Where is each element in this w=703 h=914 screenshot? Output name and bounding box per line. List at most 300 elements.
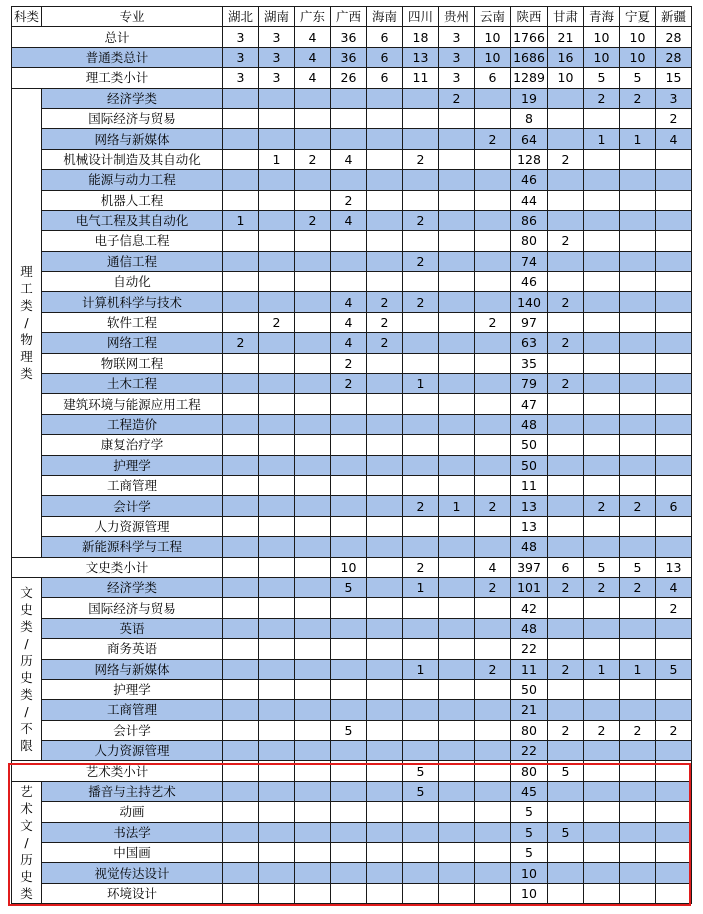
value-cell: 1766 [511, 27, 548, 47]
value-cell [367, 108, 403, 128]
category-char: 历 [20, 653, 33, 669]
value-cell [548, 435, 584, 455]
value-cell [295, 272, 331, 292]
value-cell [403, 170, 439, 190]
value-cell [620, 741, 656, 761]
value-cell [620, 475, 656, 495]
value-cell [367, 88, 403, 108]
value-cell [295, 741, 331, 761]
header-province: 陕西 [511, 7, 548, 27]
major-row [12, 475, 692, 495]
value-cell [656, 618, 692, 638]
value-cell [295, 435, 331, 455]
value-cell [259, 435, 295, 455]
value-cell: 4 [475, 557, 511, 577]
value-cell [403, 639, 439, 659]
value-cell: 46 [511, 170, 548, 190]
value-cell [403, 333, 439, 353]
value-cell [548, 210, 584, 230]
value-cell [475, 353, 511, 373]
value-cell [584, 394, 620, 414]
value-cell [259, 883, 295, 903]
value-cell [331, 822, 367, 842]
value-cell: 45 [511, 781, 548, 801]
value-cell [223, 516, 259, 536]
value-cell [223, 190, 259, 210]
value-cell [295, 618, 331, 638]
major-row [12, 435, 692, 455]
value-cell [223, 741, 259, 761]
category-char: 类 [20, 687, 33, 703]
value-cell [259, 802, 295, 822]
major-row [12, 639, 692, 659]
value-cell [223, 88, 259, 108]
value-cell: 3 [223, 47, 259, 67]
value-cell [223, 720, 259, 740]
value-cell [259, 496, 295, 516]
value-cell: 5 [620, 68, 656, 88]
value-cell: 47 [511, 394, 548, 414]
value-cell [223, 843, 259, 863]
value-cell: 2 [548, 577, 584, 597]
value-cell [475, 292, 511, 312]
value-cell [439, 537, 475, 557]
value-cell [475, 475, 511, 495]
value-cell [367, 883, 403, 903]
major-row [12, 455, 692, 475]
value-cell [403, 190, 439, 210]
value-cell: 13 [511, 516, 548, 536]
value-cell [548, 272, 584, 292]
value-cell: 5 [584, 68, 620, 88]
value-cell [439, 435, 475, 455]
value-cell [367, 435, 403, 455]
major-row [12, 149, 692, 169]
value-cell: 2 [584, 88, 620, 108]
value-cell [295, 761, 331, 781]
value-cell: 1 [403, 577, 439, 597]
value-cell: 140 [511, 292, 548, 312]
total-row-label: 总计 [12, 27, 223, 47]
value-cell [295, 639, 331, 659]
value-cell [656, 231, 692, 251]
value-cell [584, 741, 620, 761]
value-cell: 80 [511, 720, 548, 740]
major-name: 工程造价 [42, 414, 223, 434]
major-name: 机器人工程 [42, 190, 223, 210]
category-cell [12, 88, 42, 557]
value-cell [475, 272, 511, 292]
value-cell: 5 [331, 720, 367, 740]
value-cell [548, 883, 584, 903]
value-cell [475, 598, 511, 618]
value-cell [295, 190, 331, 210]
major-row [12, 863, 692, 883]
value-cell: 80 [511, 231, 548, 251]
value-cell [656, 251, 692, 271]
value-cell: 16 [548, 47, 584, 67]
value-cell [223, 679, 259, 699]
value-cell: 5 [548, 822, 584, 842]
value-cell [403, 741, 439, 761]
value-cell [403, 129, 439, 149]
value-cell [295, 496, 331, 516]
value-cell [548, 108, 584, 128]
value-cell [656, 537, 692, 557]
value-cell [439, 129, 475, 149]
major-name: 环境设计 [42, 883, 223, 903]
value-cell [548, 129, 584, 149]
value-cell [331, 88, 367, 108]
value-cell [620, 190, 656, 210]
value-cell [548, 312, 584, 332]
category-char: 史 [20, 670, 33, 686]
value-cell [259, 292, 295, 312]
value-cell [331, 781, 367, 801]
value-cell: 2 [475, 496, 511, 516]
value-cell [475, 537, 511, 557]
category-char: 类 [20, 366, 33, 382]
value-cell [403, 720, 439, 740]
value-cell [475, 618, 511, 638]
value-cell [439, 210, 475, 230]
value-cell [331, 108, 367, 128]
value-cell: 6 [367, 27, 403, 47]
value-cell [584, 251, 620, 271]
value-cell [548, 475, 584, 495]
major-row [12, 394, 692, 414]
value-cell [367, 700, 403, 720]
value-cell [620, 435, 656, 455]
value-cell [584, 149, 620, 169]
value-cell: 2 [548, 292, 584, 312]
header-major: 专业 [42, 7, 223, 27]
value-cell [656, 435, 692, 455]
value-cell [475, 394, 511, 414]
value-cell [295, 394, 331, 414]
value-cell [295, 516, 331, 536]
value-cell [584, 883, 620, 903]
value-cell [584, 333, 620, 353]
value-cell [439, 455, 475, 475]
value-cell [367, 394, 403, 414]
value-cell [223, 455, 259, 475]
value-cell [656, 292, 692, 312]
value-cell: 11 [511, 475, 548, 495]
value-cell: 5 [656, 659, 692, 679]
value-cell [295, 414, 331, 434]
value-cell [620, 883, 656, 903]
value-cell [259, 659, 295, 679]
header-province: 广西 [331, 7, 367, 27]
major-row [12, 414, 692, 434]
value-cell [331, 394, 367, 414]
value-cell [259, 353, 295, 373]
value-cell [548, 516, 584, 536]
value-cell [439, 883, 475, 903]
value-cell [259, 557, 295, 577]
header-province: 海南 [367, 7, 403, 27]
value-cell [223, 435, 259, 455]
value-cell [620, 374, 656, 394]
value-cell [403, 883, 439, 903]
value-cell: 2 [403, 557, 439, 577]
value-cell [367, 149, 403, 169]
value-cell: 2 [620, 720, 656, 740]
value-cell: 2 [295, 210, 331, 230]
value-cell: 26 [331, 68, 367, 88]
value-cell [223, 496, 259, 516]
major-name: 物联网工程 [42, 353, 223, 373]
value-cell [259, 414, 295, 434]
value-cell [620, 312, 656, 332]
value-cell [331, 802, 367, 822]
value-cell: 5 [403, 781, 439, 801]
category-char: 类 [20, 298, 33, 314]
value-cell [548, 863, 584, 883]
value-cell: 2 [367, 292, 403, 312]
value-cell [223, 272, 259, 292]
value-cell [620, 231, 656, 251]
value-cell [223, 231, 259, 251]
value-cell [331, 639, 367, 659]
value-cell [439, 251, 475, 271]
value-cell [620, 394, 656, 414]
value-cell: 8 [511, 108, 548, 128]
value-cell [475, 108, 511, 128]
value-cell [403, 618, 439, 638]
value-cell [295, 455, 331, 475]
value-cell [223, 557, 259, 577]
header-row [12, 7, 692, 27]
value-cell [331, 455, 367, 475]
value-cell: 2 [656, 108, 692, 128]
value-cell [259, 577, 295, 597]
value-cell [475, 333, 511, 353]
header-province: 广东 [295, 7, 331, 27]
value-cell [367, 129, 403, 149]
total-row [12, 27, 692, 47]
value-cell [331, 741, 367, 761]
value-cell: 5 [511, 802, 548, 822]
major-row [12, 190, 692, 210]
value-cell [475, 781, 511, 801]
value-cell [439, 598, 475, 618]
value-cell [367, 516, 403, 536]
value-cell [656, 190, 692, 210]
major-row [12, 618, 692, 638]
value-cell [620, 863, 656, 883]
value-cell [656, 781, 692, 801]
value-cell [331, 129, 367, 149]
value-cell [403, 475, 439, 495]
header-province: 新疆 [656, 7, 692, 27]
value-cell [223, 700, 259, 720]
value-cell: 6 [475, 68, 511, 88]
major-row [12, 577, 692, 597]
header-province: 湖南 [259, 7, 295, 27]
value-cell [367, 577, 403, 597]
category-char: 文 [20, 818, 33, 834]
value-cell [403, 537, 439, 557]
value-cell: 2 [548, 333, 584, 353]
value-cell: 11 [511, 659, 548, 679]
value-cell: 1 [223, 210, 259, 230]
value-cell [475, 863, 511, 883]
value-cell [295, 863, 331, 883]
value-cell [620, 639, 656, 659]
value-cell [548, 414, 584, 434]
value-cell [367, 496, 403, 516]
value-cell [403, 353, 439, 373]
subtotal-row-label: 文史类小计 [12, 557, 223, 577]
value-cell [367, 659, 403, 679]
value-cell: 10 [584, 27, 620, 47]
value-cell [259, 761, 295, 781]
major-row [12, 353, 692, 373]
value-cell [475, 883, 511, 903]
value-cell: 2 [584, 720, 620, 740]
value-cell [367, 679, 403, 699]
value-cell: 28 [656, 47, 692, 67]
value-cell: 5 [403, 761, 439, 781]
subtotal-row [12, 557, 692, 577]
value-cell [439, 414, 475, 434]
value-cell [439, 292, 475, 312]
value-cell [331, 700, 367, 720]
value-cell [403, 843, 439, 863]
value-cell [548, 394, 584, 414]
header-province: 宁夏 [620, 7, 656, 27]
value-cell [475, 231, 511, 251]
major-name: 人力资源管理 [42, 741, 223, 761]
value-cell [439, 312, 475, 332]
value-cell [584, 312, 620, 332]
value-cell [584, 618, 620, 638]
value-cell: 13 [511, 496, 548, 516]
value-cell: 5 [584, 557, 620, 577]
value-cell [548, 598, 584, 618]
value-cell: 2 [620, 577, 656, 597]
value-cell [439, 761, 475, 781]
value-cell [584, 455, 620, 475]
value-cell: 5 [511, 843, 548, 863]
value-cell: 10 [511, 863, 548, 883]
value-cell [331, 761, 367, 781]
value-cell: 4 [295, 47, 331, 67]
value-cell: 10 [475, 47, 511, 67]
table-body [12, 7, 692, 904]
value-cell: 10 [548, 68, 584, 88]
value-cell: 2 [223, 333, 259, 353]
value-cell [295, 129, 331, 149]
value-cell [475, 149, 511, 169]
value-cell [548, 843, 584, 863]
value-cell [403, 822, 439, 842]
value-cell: 2 [367, 333, 403, 353]
header-province: 四川 [403, 7, 439, 27]
major-row [12, 374, 692, 394]
value-cell: 10 [475, 27, 511, 47]
major-name: 英语 [42, 618, 223, 638]
value-cell: 397 [511, 557, 548, 577]
value-cell [223, 251, 259, 271]
major-name: 会计学 [42, 720, 223, 740]
value-cell [331, 435, 367, 455]
category-char: 物 [20, 332, 33, 348]
value-cell [475, 455, 511, 475]
category-char: 不 [20, 721, 33, 737]
value-cell [223, 577, 259, 597]
value-cell [367, 353, 403, 373]
major-name: 国际经济与贸易 [42, 108, 223, 128]
major-row [12, 720, 692, 740]
value-cell [656, 679, 692, 699]
category-char: 术 [20, 801, 33, 817]
category-char: 艺 [20, 784, 33, 800]
category-cell [12, 577, 42, 761]
value-cell [584, 414, 620, 434]
value-cell: 15 [656, 68, 692, 88]
value-cell [259, 108, 295, 128]
value-cell [367, 272, 403, 292]
value-cell [223, 108, 259, 128]
major-row [12, 741, 692, 761]
value-cell [656, 700, 692, 720]
value-cell: 2 [584, 577, 620, 597]
major-name: 自动化 [42, 272, 223, 292]
value-cell: 50 [511, 455, 548, 475]
value-cell: 1686 [511, 47, 548, 67]
value-cell [439, 700, 475, 720]
value-cell: 6 [367, 68, 403, 88]
value-cell [259, 598, 295, 618]
value-cell [403, 108, 439, 128]
category-char: 类 [20, 886, 33, 902]
value-cell [295, 659, 331, 679]
value-cell [295, 598, 331, 618]
value-cell [295, 353, 331, 373]
value-cell [367, 618, 403, 638]
value-cell: 48 [511, 618, 548, 638]
value-cell [295, 475, 331, 495]
value-cell [223, 781, 259, 801]
value-cell [223, 639, 259, 659]
value-cell [548, 700, 584, 720]
value-cell [403, 272, 439, 292]
value-cell [656, 822, 692, 842]
value-cell: 1 [584, 659, 620, 679]
major-name: 播音与主持艺术 [42, 781, 223, 801]
value-cell [331, 272, 367, 292]
value-cell: 19 [511, 88, 548, 108]
value-cell [259, 537, 295, 557]
value-cell [403, 679, 439, 699]
value-cell: 5 [331, 577, 367, 597]
value-cell: 74 [511, 251, 548, 271]
value-cell [475, 251, 511, 271]
value-cell [331, 598, 367, 618]
value-cell: 2 [548, 231, 584, 251]
enrollment-plan-table [11, 6, 692, 904]
major-row [12, 170, 692, 190]
value-cell [656, 394, 692, 414]
value-cell [259, 374, 295, 394]
value-cell [331, 843, 367, 863]
value-cell [223, 598, 259, 618]
value-cell [367, 598, 403, 618]
value-cell [584, 170, 620, 190]
